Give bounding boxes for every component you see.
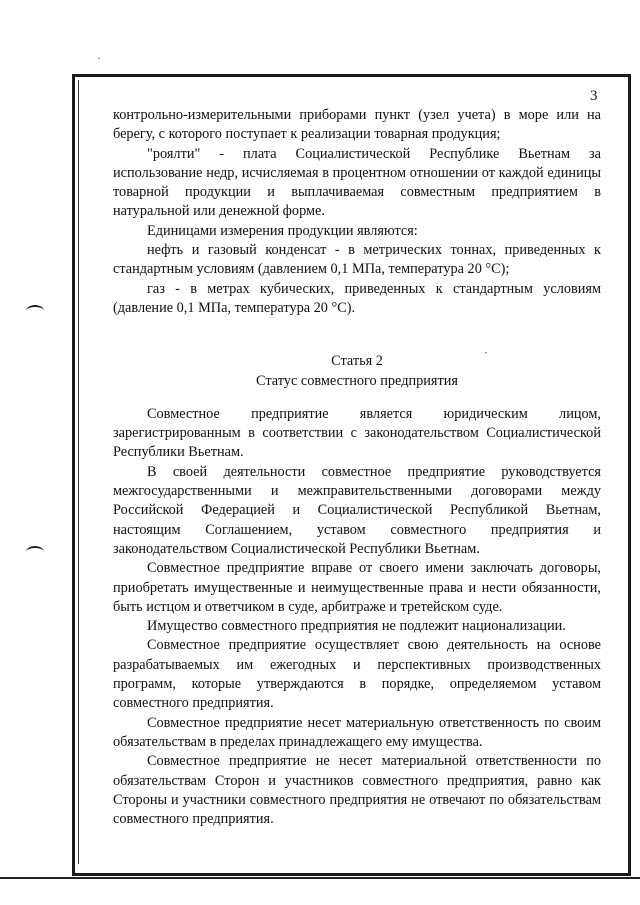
paragraph: Совместное предприятие не несет материальной ответственности по обязательствам Сторон и участников совместного предприятия, равно как Стороны и участники совместного предприятия не отвечают по обязательствам совместного предприятия.	[113, 753, 601, 828]
paragraph: газ - в метрах кубических, приведенных к стандартным условиям (давление 0,1 МПа, температура 20 °С).	[113, 280, 601, 316]
paragraph: В своей деятельности совместное предприятие руководствуется межгосударственными и межправительственными договорами между Российской Федерацией и Социалистической Республикой Вьетнам, настоящим Соглашением, уставом совместного предприятия и законодательством Социалистической Республики Вьетнам.	[113, 463, 601, 557]
paragraph: Совместное предприятие осуществляет свою деятельность на основе разрабатываемых им ежегодных и перспективных производственных программ, которые утверждаются в порядке, определяемом уставом совместного предприятия.	[113, 637, 601, 712]
paragraph: Единицами измерения продукции являются:	[147, 222, 418, 239]
paragraph: "роялти" - плата Социалистической Республике Вьетнам за использование недр, исчисляемая в процентном отношении от каждой единицы товарной продукции и выплачиваемая совместным предприятием в натуральной или денежной форме.	[113, 145, 601, 220]
scan-bottom-line	[0, 877, 640, 879]
margin-mark	[26, 546, 44, 558]
paragraph: Имущество совместного предприятия не подлежит национализации.	[147, 618, 566, 635]
article-title: Статус совместного предприятия	[256, 372, 458, 389]
paragraph: нефть и газовый конденсат - в метрических тоннах, приведенных к стандартным условиям (давлением 0,1 МПа, температура 20 °С);	[113, 242, 601, 278]
paragraph: Совместное предприятие несет материальную ответственность по своим обязательствам в пределах принадлежащего ему имущества.	[113, 714, 601, 750]
article-number: Статья 2	[331, 353, 383, 370]
paragraph: контрольно-измерительными приборами пункт (узел учета) в море или на берегу, с которого поступает к реализации товарная продукция;	[113, 107, 601, 143]
scan-speck: ˙	[96, 56, 102, 70]
scan-speck: ·	[484, 346, 488, 360]
paragraph: Совместное предприятие является юридическим лицом, зарегистрированным в соответствии с законодательством Социалистической Республики Вьетнам.	[113, 405, 601, 461]
paragraph: Совместное предприятие вправе от своего имени заключать договоры, приобретать имущественные и неимущественные права и нести обязанности, быть истцом и ответчиком в суде, арбитраже и третейском суде.	[113, 560, 601, 615]
margin-mark	[26, 305, 44, 317]
document-body	[113, 106, 601, 829]
page-number: 3	[590, 88, 598, 104]
